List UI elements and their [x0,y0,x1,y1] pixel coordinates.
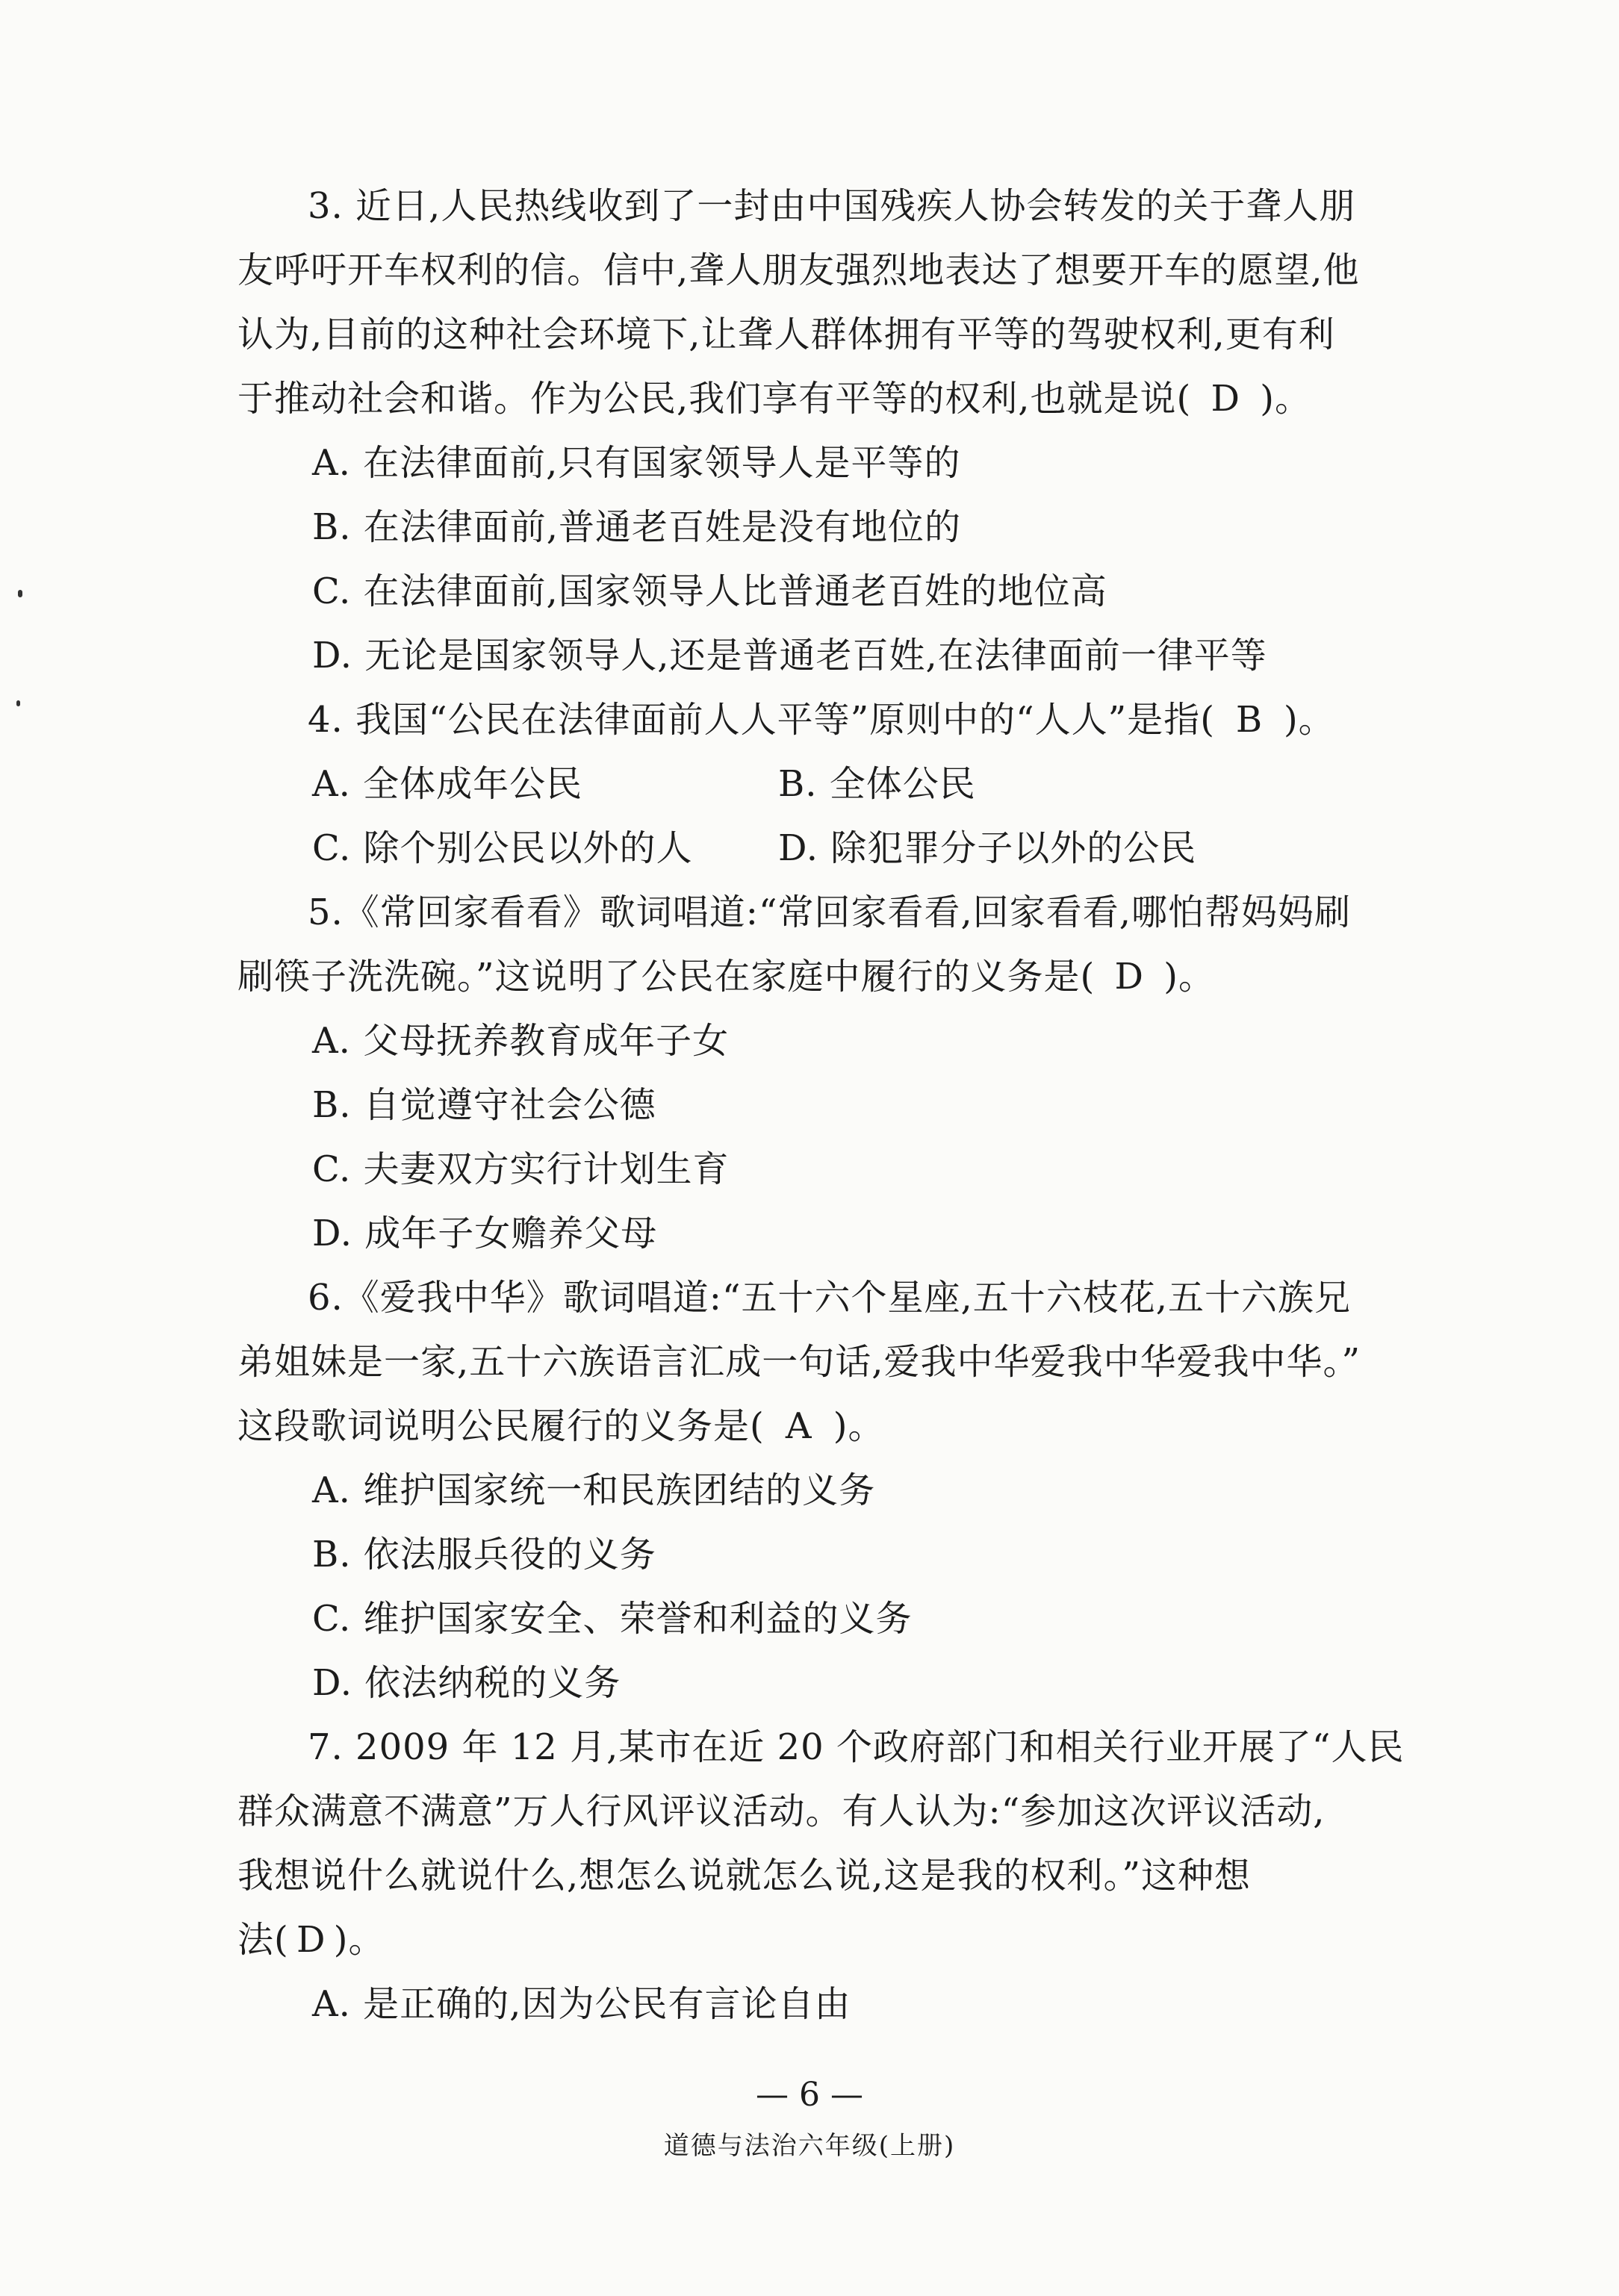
q7-line-2: 群众满意不满意”万人行风评议活动。有人认为:“参加这次评议活动, [237,1791,1326,1832]
q7-line-3: 我想说什么就说什么,想怎么说就怎么说,这是我的权利。”这种想 [237,1855,1252,1897]
q4-line-1 [308,697,1335,742]
q7-answer: D [296,1919,326,1961]
q6-line-3-text: 这段歌词说明公民履行的义务是( [237,1405,765,1447]
q3-line-4 [237,376,1311,421]
q4-option-a: A. 全体成年公民 [312,763,583,805]
q6-option-d: D. 依法纳税的义务 [312,1662,621,1704]
q5-line-2-text: 刷筷子洗洗碗。”这说明了公民在家庭中履行的义务是( [237,956,1096,998]
q5-answer: D [1114,956,1145,998]
page-number: — 6 — [756,2076,863,2114]
q3-option-c: C. 在法律面前,国家领导人比普通老百姓的地位高 [312,570,1107,612]
q7-line-4-end: )。 [333,1919,385,1961]
q5-option-a: A. 父母抚养教育成年子女 [312,1020,730,1062]
q7-line-4 [237,1917,385,1962]
q3-line-3: 认为,目前的这种社会环境下,让聋人群体拥有平等的驾驶权利,更有利 [237,314,1335,355]
q4-option-c: C. 除个别公民以外的人 [312,827,693,869]
scan-speck [18,590,22,597]
q4-line-1-end: )。 [1283,699,1335,741]
q3-option-d: D. 无论是国家领导人,还是普通老百姓,在法律面前一律平等 [312,635,1267,676]
q3-answer: D [1211,378,1240,420]
q3-line-2: 友呼吁开车权利的信。信中,聋人朋友强烈地表达了想要开车的愿望,他 [237,249,1360,291]
q3-option-b: B. 在法律面前,普通老百姓是没有地位的 [312,506,962,548]
q5-line-1: 5.《常回家看看》歌词唱道:“常回家看看,回家看看,哪怕帮妈妈刷 [308,892,1352,933]
q4-answer: B [1235,699,1264,741]
q3-option-a: A. 在法律面前,只有国家领导人是平等的 [312,442,961,484]
q6-line-1: 6.《爱我中华》歌词唱道:“五十六个星座,五十六枝花,五十六族兄 [308,1277,1352,1319]
q5-option-c: C. 夫妻双方实行计划生育 [312,1148,730,1190]
q6-answer: A [785,1405,812,1447]
book-title: 道德与法治六年级(上册) [663,2131,956,2161]
q6-option-c: C. 维护国家安全、荣誉和利益的义务 [312,1598,913,1640]
q6-option-b: B. 依法服兵役的义务 [312,1534,656,1575]
q3-line-4-end: )。 [1260,378,1311,420]
q4-line-1-text: 4. 我国“公民在法律面前人人平等”原则中的“人人”是指( [308,699,1215,741]
q7-option-a: A. 是正确的,因为公民有言论自由 [312,1983,851,2025]
q7-line-4-text: 法( [237,1919,289,1961]
q4-option-d: D. 除犯罪分子以外的公民 [778,827,1197,869]
scan-speck [16,700,20,706]
q3-line-1: 3. 近日,人民热线收到了一封由中国残疾人协会转发的关于聋人朋 [308,185,1356,227]
q4-option-b: B. 全体公民 [778,763,976,805]
q5-option-b: B. 自觉遵守社会公德 [312,1084,656,1126]
q5-line-2-end: )。 [1163,956,1216,998]
q5-line-2 [237,954,1215,999]
q6-line-2: 弟姐妹是一家,五十六族语言汇成一句话,爱我中华爱我中华爱我中华。” [237,1341,1361,1383]
q6-line-3-end: )。 [833,1405,885,1447]
q5-option-d: D. 成年子女赡养父母 [312,1213,658,1254]
q3-line-4-text: 于推动社会和谐。作为公民,我们享有平等的权利,也就是说( [237,378,1192,420]
q6-line-3 [237,1404,884,1449]
q6-option-a: A. 维护国家统一和民族团结的义务 [312,1469,876,1511]
q7-line-1: 7. 2009 年 12 月,某市在近 20 个政府部门和相关行业开展了“人民 [308,1726,1405,1768]
